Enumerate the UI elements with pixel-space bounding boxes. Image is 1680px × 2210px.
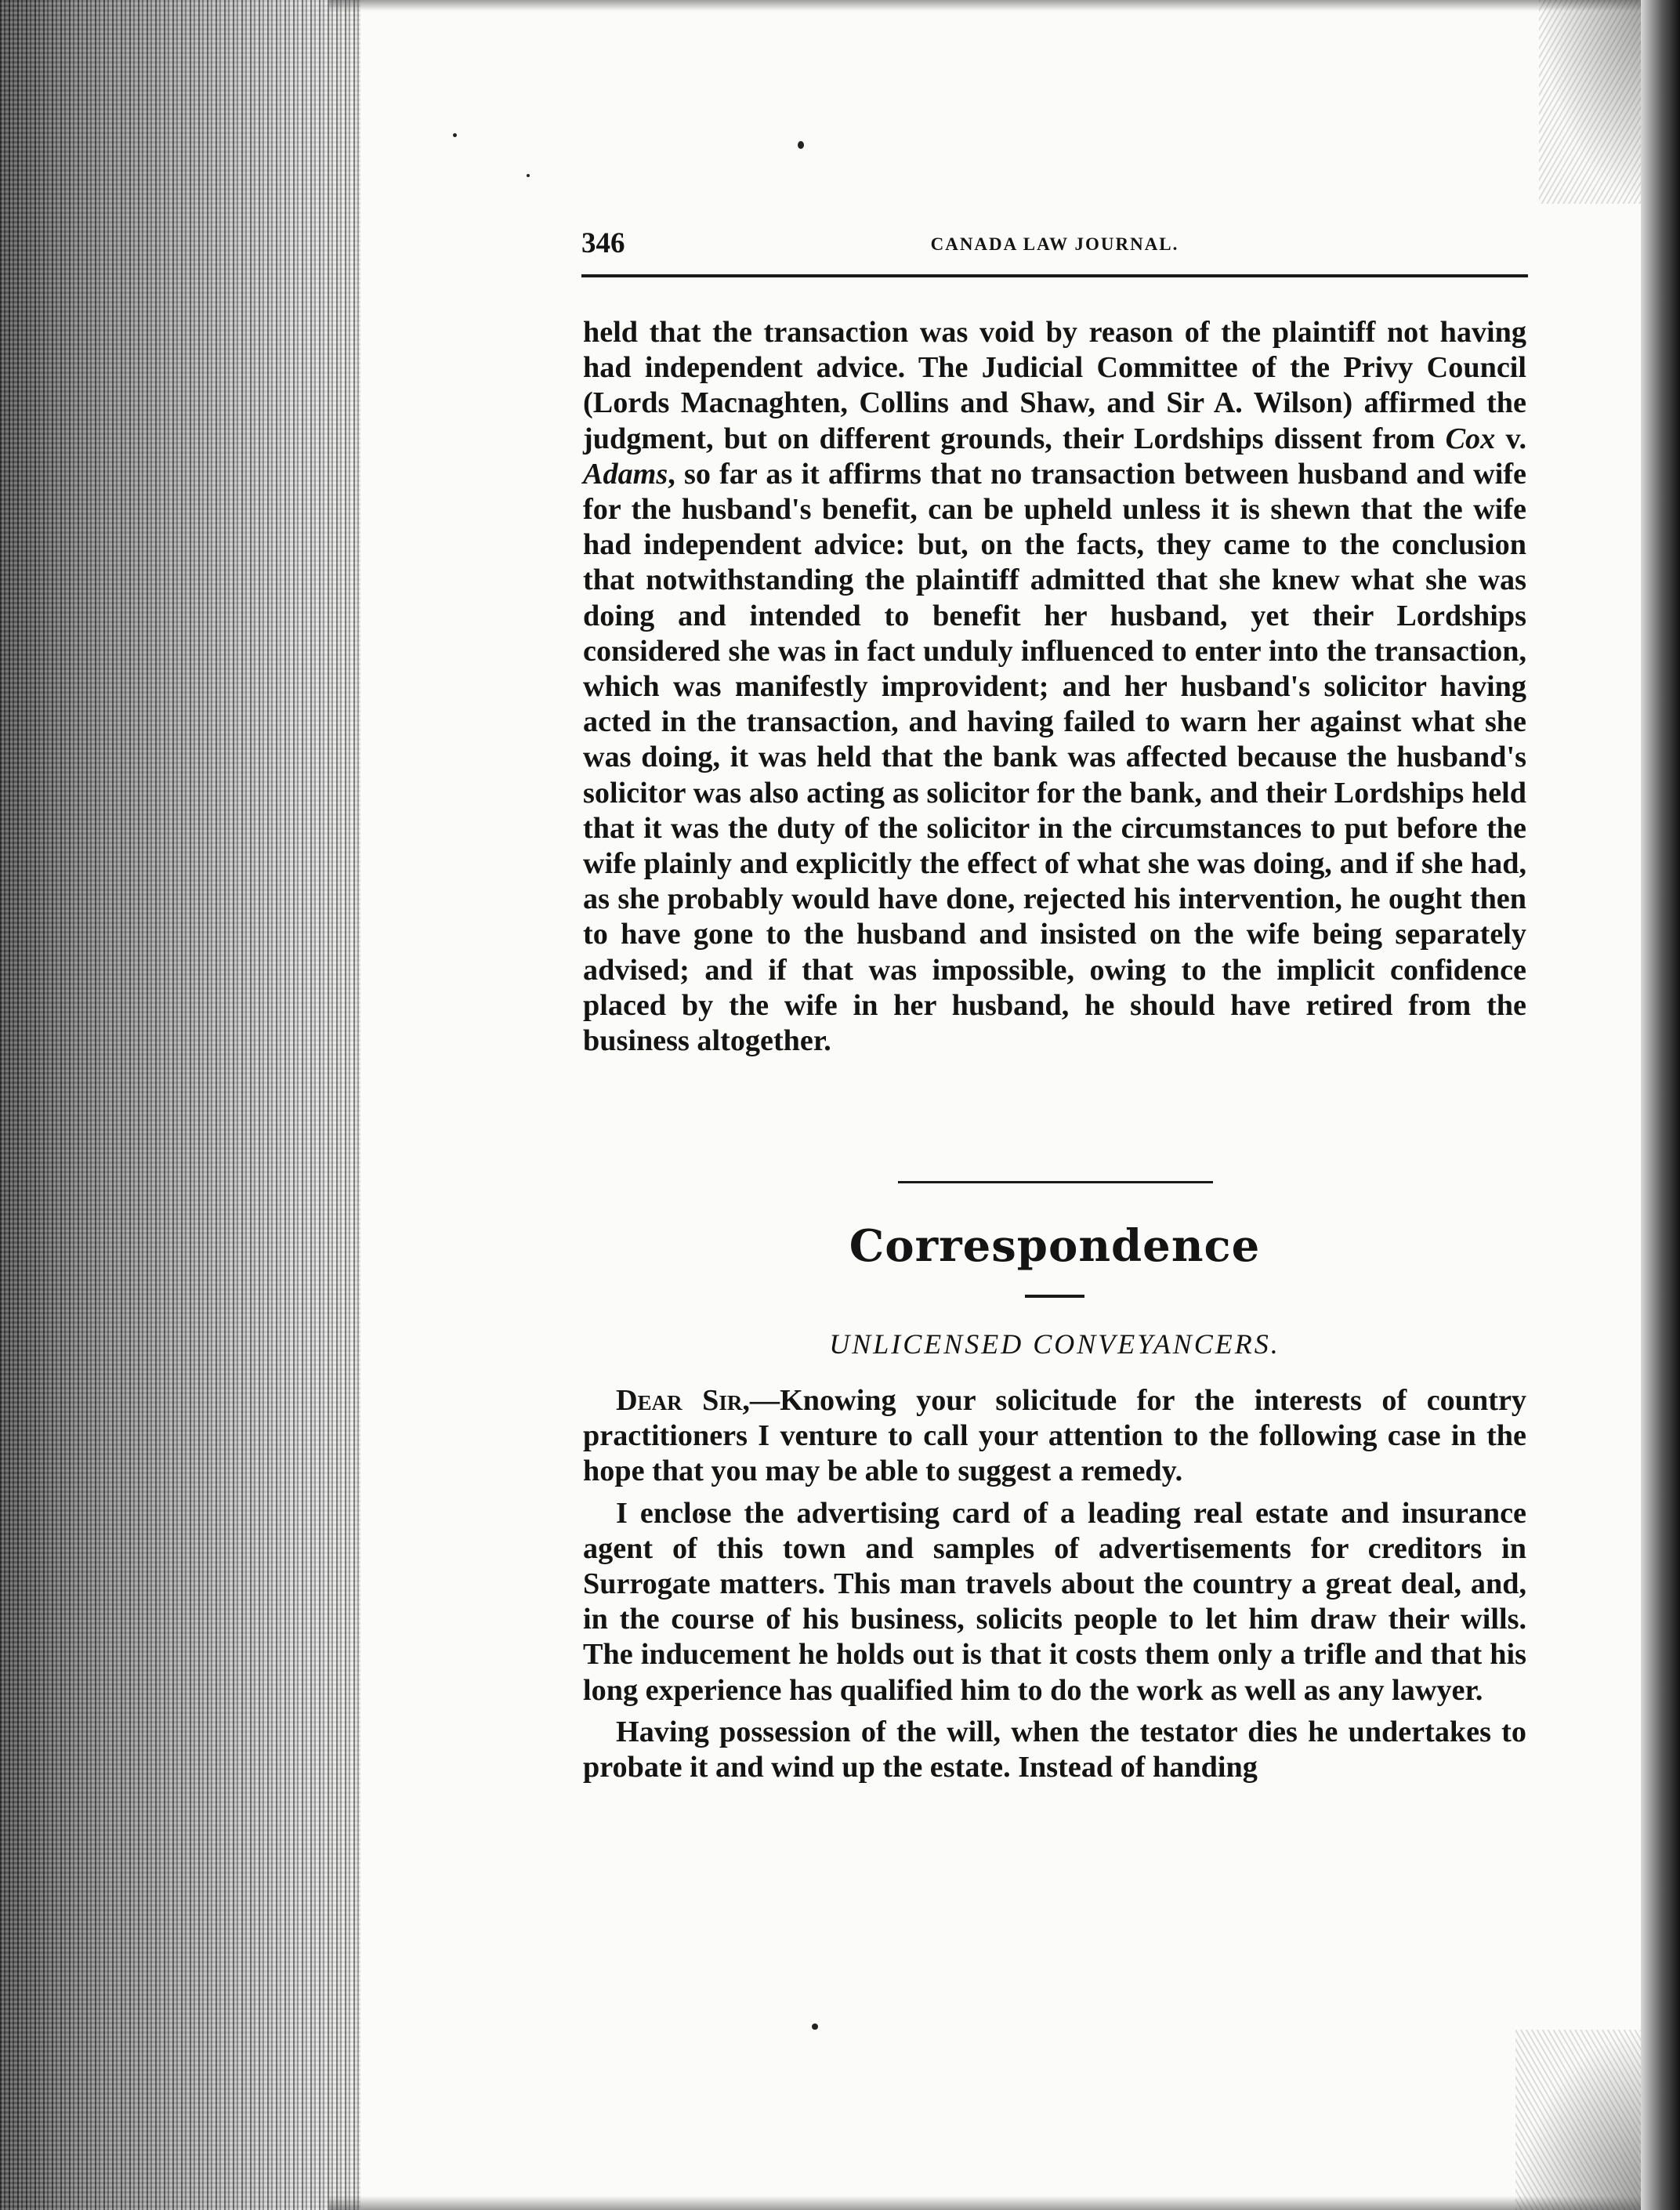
section-heading: Correspondence — [849, 1220, 1261, 1272]
case-name: Adams — [583, 457, 668, 491]
salutation: Dear Sir, — [616, 1384, 750, 1417]
binding-edge — [0, 0, 360, 2210]
ink-speck — [527, 174, 530, 177]
top-page-edge — [329, 0, 1646, 11]
paragraph — [583, 315, 1526, 1059]
scan-noise-top-right — [1539, 0, 1649, 204]
case-summary-paragraph — [583, 315, 1526, 1059]
letter-body — [583, 1383, 1526, 1785]
text-run: —Knowing your solicitude for the interests of country practitioners I venture to call your attention to the following case in the hope that you may be able to suggest a remedy. — [583, 1384, 1527, 1488]
running-head — [581, 224, 1528, 263]
page-number: 346 — [581, 227, 625, 259]
scan-noise-bottom-right — [1515, 2030, 1649, 2210]
letter-paragraph — [583, 1383, 1526, 1490]
header-rule — [581, 274, 1528, 277]
journal-title: CANADA LAW JOURNAL. — [930, 234, 1179, 254]
bottom-page-edge — [329, 2196, 1646, 2210]
ink-speck — [812, 2023, 818, 2030]
ink-speck — [453, 133, 457, 137]
heading-underline — [1025, 1295, 1084, 1298]
text-run: held that the transaction was void by reason of the plaintiff not having had independent advice. The Judicial Committee of the Privy Council (Lords Macnaghten, Collins and Shaw, and Sir A. Wilson) affirmed the judgment, but on different grounds, their Lordships dissent from — [583, 316, 1526, 455]
section-separator-rule — [898, 1181, 1213, 1183]
text-run: , so far as it affirms that no transaction between husband and wife for the husband's benefit, can be upheld unless it is shewn that the wife had independent advice: but, on the facts, they came to the conclusion that notwithstanding the plaintiff admitted that she knew what she was doing and intended to benefit her husband, yet their Lordships considered she was in fact unduly influenced to enter into the transaction, which was manifestly improvident; and her husband's solicitor having acted in the transaction, and having failed to warn her against what she was doing, it was held that the bank was affected because the husband's solicitor was also acting as solicitor for the bank, and their Lordships held that it was the duty of the solicitor in the circumstances to put before the wife plainly and explicitly the effect of what she was doing, and if she had, as she probably would have done, rejected his intervention, he ought then to have gone to the husband and insisted on the wife being separately advised; and if that was impossible, owing to the implicit confidence placed by the wife in her husband, he should have retired from the business altogether. — [583, 457, 1526, 1058]
case-name: Cox — [1445, 422, 1496, 455]
right-page-edge — [1641, 0, 1680, 2210]
letter-paragraph: I enclose the advertising card of a leading real estate and insurance agent of this town and samples of advertisements for creditors in Surrogate matters. This man travels about the country a great deal, and, in the course of his business, solicits people to let him draw their wills. The inducement he holds out is that it costs them only a trifle and that his long experience has qualified him to do the work as well as any lawyer. — [583, 1496, 1526, 1707]
ink-speck — [798, 141, 804, 149]
versus: v. — [1495, 422, 1526, 455]
letter-paragraph: Having possession of the will, when the testator dies he undertakes to probate it and wind up the estate. Instead of handing — [583, 1715, 1526, 1784]
letter-title: UNLICENSED CONVEYANCERS. — [829, 1328, 1280, 1360]
